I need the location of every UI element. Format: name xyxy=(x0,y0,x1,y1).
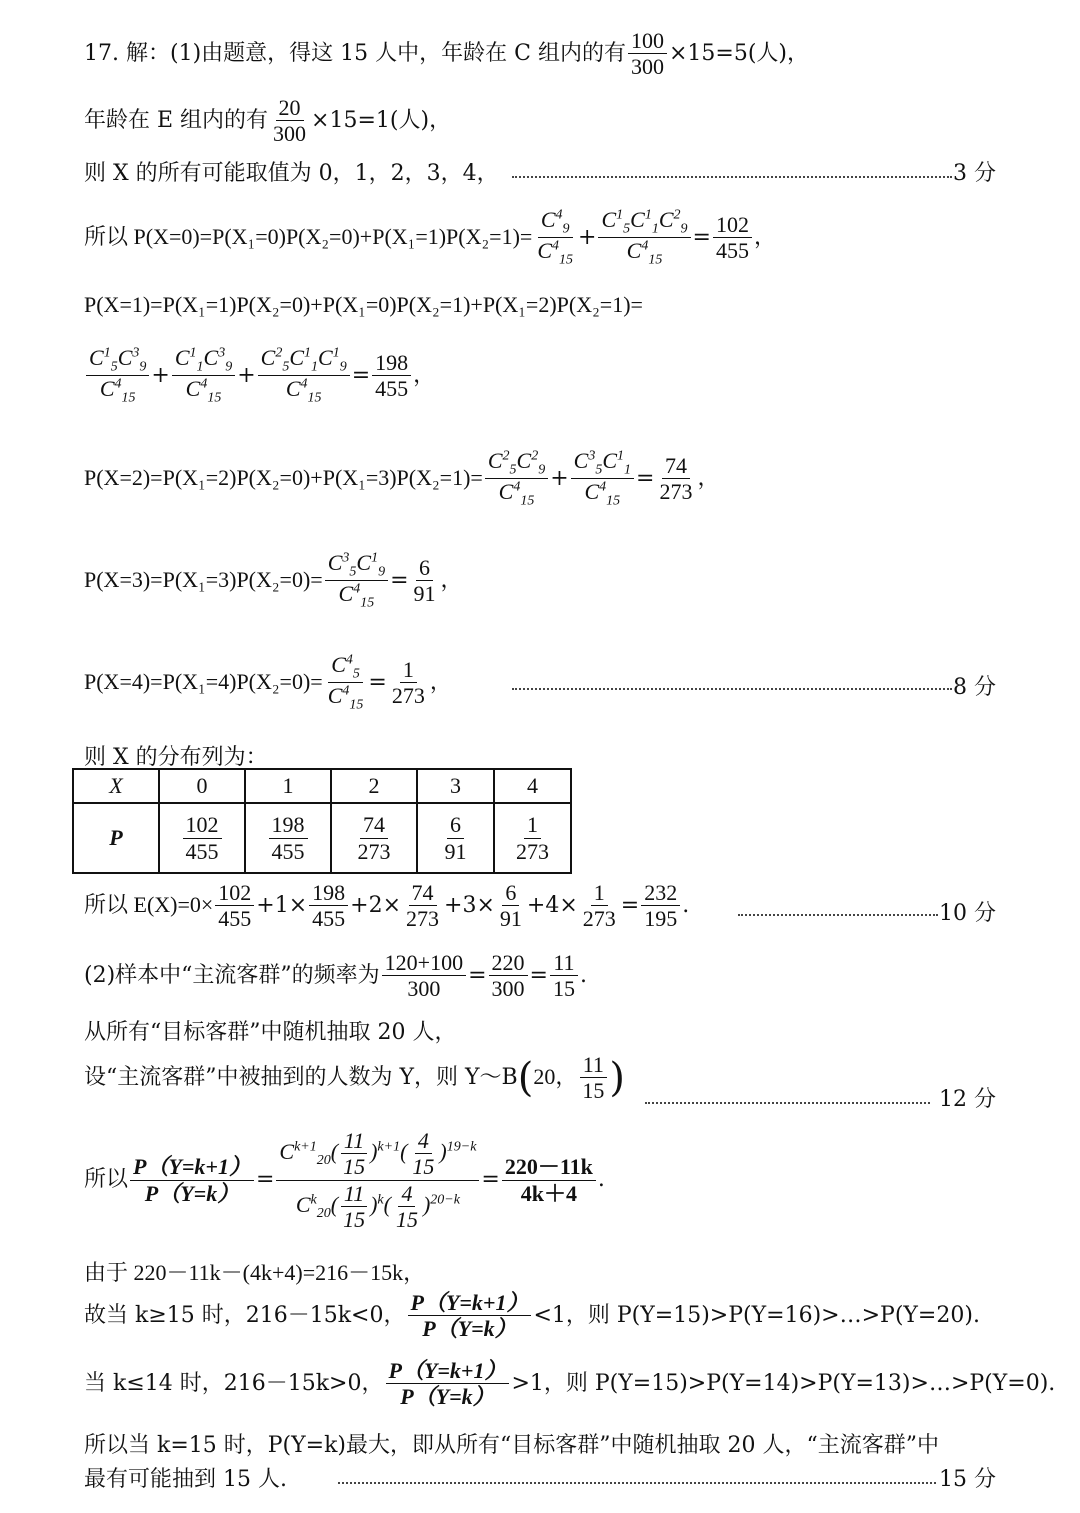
px1-line1: P(X=1)=P(X₁=1)P(X₂=0)+P(X₁=0)P(X₂=1)+P(X₁=2)P(X₂=1)= xyxy=(84,292,643,317)
ratio-label: $\frac{P(Y=k+1)}{P(Y=k)}$ xyxy=(130,1154,254,1206)
score-leader-3 xyxy=(512,176,952,178)
table-x-2: 2 xyxy=(331,769,417,803)
px1-result: $\frac{198}{455}$ xyxy=(372,350,411,402)
table-x-1: 1 xyxy=(245,769,331,803)
since-line: 由于 220－11k－(4k+4)=216－15k， xyxy=(84,1260,426,1285)
px3-line: P(X=3)=P(X₁=3)P(X₂=0)= $\frac{C^3_5C^1_9}{C^4_{15}}$ = $\frac{6}{91}$ ， xyxy=(84,550,463,611)
binom-p: $\frac{11}{15}$ xyxy=(579,1052,607,1104)
case1-prefix: 故当 k≥15 时，216－15k<0， xyxy=(84,1302,406,1328)
draw-line: 从所有“目标客群”中随机抽取 20 人， xyxy=(84,1020,457,1045)
px0-line: 所以 P(X=0)=P(X₁=0)P(X₂=0)+P(X₁=1)P(X₂=1)= $\frac{C^4_9}{C^4_{15}}$ + $\frac{C^1_5C^1_1C^2_9}{C^4_{15}}$ = $\frac{102}{455}$ ， xyxy=(84,207,776,268)
px4-line: P(X=4)=P(X₁=4)P(X₂=0)= $\frac{C^4_5}{C^4_{15}}$ = $\frac{1}{273}$ ， xyxy=(84,652,452,713)
score-15: 15 分 xyxy=(939,1467,996,1492)
part1-intro: 解：(1)由题意，得这 15 人中，年龄在 C 组内的有 xyxy=(126,40,626,66)
px2-term2: $\frac{C^3_5C^1_1}{C^4_{15}}$ xyxy=(571,448,634,510)
conclusion-line-1: 所以当 k=15 时，P(Y=k)最大，即从所有“目标客群”中随机抽取 20 人，“主流客群”中 xyxy=(84,1433,939,1458)
score-3: 3 分 xyxy=(953,161,996,186)
table-p-4: $\frac{1}{273}$ xyxy=(494,803,571,873)
px2-line: P(X=2)=P(X₁=2)P(X₂=0)+P(X₁=3)P(X₂=1)= $\frac{C^2_5C^2_9}{C^4_{15}}$ + $\frac{C^3_5C^1_1}{C^4_{15}}$ = $\frac{74}{273}$ ， xyxy=(84,448,720,509)
score-10: 10 分 xyxy=(939,901,996,926)
c-group-tail: ×15=5(人)， xyxy=(668,40,809,66)
px1-term3: $\frac{C^2_5C^1_1C^1_9}{C^4_{15}}$ xyxy=(258,345,350,407)
freq-fraction-1: $\frac{120+100}{300}$ xyxy=(382,950,466,1002)
px2-term1: $\frac{C^2_5C^2_9}{C^4_{15}}$ xyxy=(485,448,548,510)
case1-ratio: $\frac{P(Y=k+1)}{P(Y=k)}$ xyxy=(408,1290,532,1342)
px2-result: $\frac{74}{273}$ xyxy=(659,453,693,505)
freq-fraction-3: $\frac{11}{15}$ xyxy=(550,950,578,1002)
px4-result: $\frac{1}{273}$ xyxy=(391,657,425,709)
case2-suffix: >1，则 P(Y=15)>P(Y=14)>P(Y=13)>…>P(Y=0). xyxy=(511,1370,1056,1396)
distribution-intro: 则 X 的分布列为： xyxy=(84,745,268,770)
binomial-line: 设“主流客群”中被抽到的人数为 Y，则 Y～B(20， $\frac{11}{15}$ ) xyxy=(84,1052,625,1104)
px2-prefix: P(X=2)=P(X₁=2)P(X₂=0)+P(X₁=3)P(X₂=1)= xyxy=(84,464,483,490)
px4-prefix: P(X=4)=P(X₁=4)P(X₂=0)= xyxy=(84,668,323,694)
x-values-line: 则 X 的所有可能取值为 0，1，2，3，4， xyxy=(84,161,499,186)
px3-result: $\frac{6}{91}$ xyxy=(413,555,436,607)
conclusion-line-2: 最有可能抽到 15 人. xyxy=(84,1467,287,1492)
px0-term2: $\frac{C^1_5C^1_1C^2_9}{C^4_{15}}$ xyxy=(598,207,690,269)
c-group-fraction: $\frac{100}{300}$ xyxy=(628,28,667,80)
case1-line xyxy=(84,1290,996,1342)
ex-prefix: 所以 E(X)=0× xyxy=(84,891,214,917)
table-x-3: 3 xyxy=(417,769,494,803)
table-p-2: $\frac{74}{273}$ xyxy=(331,803,417,873)
y-line: 设“主流客群”中被抽到的人数为 Y，则 Y～B xyxy=(84,1064,518,1090)
e-group-intro: 年龄在 E 组内的有 xyxy=(84,107,269,133)
table-p-3: $\frac{6}{91}$ xyxy=(417,803,494,873)
px1-term2: $\frac{C^1_1C^3_9}{C^4_{15}}$ xyxy=(172,345,235,407)
case2-line xyxy=(84,1358,1056,1410)
table-x-4: 4 xyxy=(494,769,571,803)
px4-term: $\frac{C^4_5}{C^4_{15}}$ xyxy=(327,652,364,713)
table-p-1: $\frac{198}{455}$ xyxy=(245,803,331,873)
ratio-expansion: $C^{k+1}_{20}$( $\frac{11}{15}$ )$^{k+1}$( $\frac{4}{15}$ )$^{19-k}$ $C^k_{20}$( $\frac{11}{15}$ )$^k$( $\frac{4}{15}$ )$^{20-k}$ xyxy=(276,1128,479,1232)
distribution-table xyxy=(72,768,572,874)
problem-number: 17. xyxy=(84,40,119,66)
px0-result: $\frac{102}{455}$ xyxy=(713,212,752,264)
ratio-line: 所以 $\frac{P(Y=k+1)}{P(Y=k)}$ = $C^{k+1}_{20}$( $\frac{11}{15}$ )$^{k+1}$( $\frac{4}{15}$ )$^{19-k}$ $C^k_{20}$( $\frac{11}{15}$ )$^k$( $\frac{4}{15}$ )$^{20-k}$ = $\frac{220-11k}{4k+4}$ . xyxy=(84,1128,605,1232)
px1-term1: $\frac{C^1_5C^3_9}{C^4_{15}}$ xyxy=(86,345,149,407)
part2-prefix: (2)样本中“主流客群”的频率为 xyxy=(84,962,380,988)
px3-term: $\frac{C^3_5C^1_9}{C^4_{15}}$ xyxy=(325,550,388,612)
case2-ratio: $\frac{P(Y=k+1)}{P(Y=k)}$ xyxy=(386,1358,510,1410)
px0-term1: $\frac{C^4_9}{C^4_{15}}$ xyxy=(537,207,574,268)
table-x-0: 0 xyxy=(159,769,245,803)
table-p-0: $\frac{102}{455}$ xyxy=(159,803,245,873)
table-header-p: P xyxy=(73,803,159,873)
score-12: 12 分 xyxy=(939,1087,996,1112)
e-group-fraction: $\frac{20}{300}$ xyxy=(273,95,307,147)
ex-result: $\frac{232}{195}$ xyxy=(641,880,680,932)
score-leader-10 xyxy=(738,914,938,916)
ratio-result: $\frac{220-11k}{4k+4}$ xyxy=(502,1154,596,1206)
e-group-line xyxy=(84,95,996,147)
e-group-tail: ×15=1(人)， xyxy=(311,107,452,133)
score-leader-12 xyxy=(645,1102,930,1104)
score-leader-15 xyxy=(338,1482,936,1484)
expectation-line: 所以 E(X)=0× $\frac{102}{455}$ +1× $\frac{198}{455}$ +2× $\frac{74}{273}$ +3× $\frac{6}{91}$ +4× $\frac{1}{273}$ = $\frac{232}{195}$ . xyxy=(84,880,690,932)
px3-prefix: P(X=3)=P(X₁=3)P(X₂=0)= xyxy=(84,566,323,592)
case2-prefix: 当 k≤14 时，216－15k>0， xyxy=(84,1370,384,1396)
case1-suffix: <1，则 P(Y=15)>P(Y=16)>…>P(Y=20). xyxy=(533,1302,980,1328)
part2-frequency-line: (2)样本中“主流客群”的频率为 $\frac{120+100}{300}$ = $\frac{220}{300}$ = $\frac{11}{15}$ . xyxy=(84,950,587,1002)
px0-prefix: 所以 P(X=0)=P(X₁=0)P(X₂=0)+P(X₁=1)P(X₂=1)= xyxy=(84,223,533,249)
table-header-x: X xyxy=(73,769,159,803)
ratio-prefix: 所以 xyxy=(84,1167,129,1193)
score-leader-8 xyxy=(512,688,952,690)
freq-fraction-2: $\frac{220}{300}$ xyxy=(489,950,528,1002)
px1-line2: $\frac{C^1_5C^3_9}{C^4_{15}}$ + $\frac{C^1_1C^3_9}{C^4_{15}}$ + $\frac{C^2_5C^1_1C^1_9}{C^4_{15}}$ = $\frac{198}{455}$ ， xyxy=(84,345,996,407)
part1-c-group-line xyxy=(84,28,996,80)
score-8: 8 分 xyxy=(953,675,996,700)
